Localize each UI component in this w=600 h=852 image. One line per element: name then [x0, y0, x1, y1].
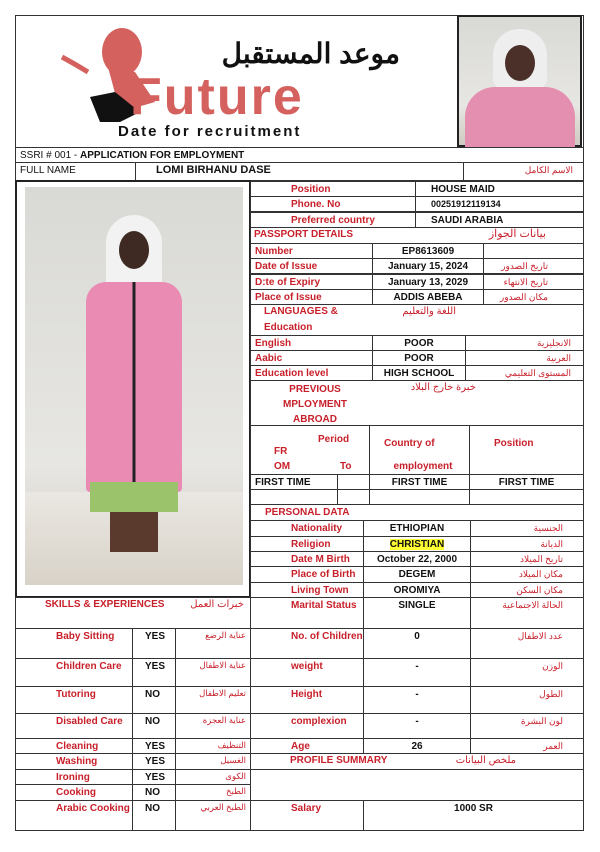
personal-arabic: لون البشرة: [470, 713, 584, 739]
passport-value: January 13, 2029: [372, 274, 484, 290]
skill-arabic: الكوى: [175, 769, 251, 785]
language-label: English: [250, 335, 373, 351]
personal-value: -: [363, 713, 471, 739]
profile-summary-box: [250, 769, 584, 801]
period-label: Period: [318, 434, 350, 445]
empty: [337, 489, 370, 505]
personal-arabic: عدد الاطفال: [470, 628, 584, 659]
personal-label: Place of Birth: [250, 566, 364, 583]
passport-title-arabic: بيانات الجواز: [488, 228, 546, 240]
skill-arabic: تعليم الاطفال: [175, 686, 251, 714]
personal-value: [363, 536, 471, 552]
job-value: SAUDI ARABIA: [415, 212, 584, 228]
language-arabic: الانجليزية: [465, 335, 584, 351]
profile-arabic: ملخص البيانات: [455, 755, 516, 766]
skill-label: Arabic Cooking: [15, 800, 133, 831]
language-value: POOR: [372, 335, 466, 351]
language-label: Education level: [250, 365, 373, 381]
personal-label: Age: [250, 738, 364, 754]
personal-value: ETHIOPIAN: [363, 520, 471, 537]
languages-arabic: اللغة والتعليم: [402, 306, 456, 317]
personal-arabic: مكان الميلاد: [470, 566, 584, 583]
period-om: OM: [274, 461, 291, 472]
skill-label: Tutoring: [15, 686, 133, 714]
personal-value: -: [363, 686, 471, 714]
job-label: Position: [250, 181, 416, 197]
skill-arabic: عناية العجزة: [175, 713, 251, 739]
personal-label: Religion: [250, 536, 364, 552]
personal-value: OROMIYA: [363, 582, 471, 598]
language-value: POOR: [372, 350, 466, 366]
full-body-photo-frame: [15, 180, 251, 598]
salary-value: 1000 SR: [363, 800, 584, 831]
personal-label: Height: [250, 686, 364, 714]
ssri-number: SSRI # 001 -: [20, 150, 81, 161]
language-label: Aabic: [250, 350, 373, 366]
skill-value: YES: [132, 769, 176, 785]
skill-value: NO: [132, 784, 176, 801]
personal-arabic: الطول: [470, 686, 584, 714]
job-label: Phone. No: [250, 196, 416, 212]
previous-from: FIRST TIME: [250, 474, 338, 490]
language-value: HIGH SCHOOL: [372, 365, 466, 381]
personal-label: Living Town: [250, 582, 364, 598]
skill-value: NO: [132, 686, 176, 714]
profile-title: PROFILE SUMMARY: [290, 755, 388, 766]
logo-arabic: موعد المستقبل: [221, 38, 400, 69]
personal-label: Nationality: [250, 520, 364, 537]
skills-arabic: خبرات العمل: [190, 599, 244, 610]
personal-label: Date M Birth: [250, 551, 364, 567]
personal-label: Marital Status: [250, 597, 364, 629]
job-value: 00251912119134: [415, 196, 584, 212]
previous-l3: ABROAD: [293, 414, 337, 425]
personal-value: 26: [363, 738, 471, 754]
skill-arabic: الغسيل: [175, 753, 251, 770]
full-name-label: FULL NAME: [15, 162, 136, 181]
period-to: To: [340, 461, 352, 472]
passport-arabic: مكان الصدور: [483, 289, 584, 305]
skill-value: YES: [132, 738, 176, 754]
personal-arabic: تاريخ الميلاد: [470, 551, 584, 567]
skill-value: YES: [132, 628, 176, 659]
passport-label: Date of Issue: [250, 258, 373, 274]
skill-value: YES: [132, 658, 176, 687]
logo-brand: Future: [130, 68, 304, 126]
application-header: [15, 147, 584, 163]
company-logo: [60, 22, 420, 142]
personal-value: October 22, 2000: [363, 551, 471, 567]
previous-to: [337, 474, 370, 490]
personal-label: No. of Children: [250, 628, 364, 659]
skill-arabic: الطبخ العربي: [175, 800, 251, 831]
job-label: Preferred country: [250, 212, 416, 228]
passport-value: ADDIS ABEBA: [372, 289, 484, 305]
country-label1: Country of: [384, 438, 435, 449]
full-name-arabic: الاسم الكامل: [463, 162, 584, 181]
language-arabic: العربية: [465, 350, 584, 366]
skill-label: Cleaning: [15, 738, 133, 754]
passport-value: EP8613609: [372, 243, 484, 259]
skill-label: Cooking: [15, 784, 133, 801]
position-label: Position: [494, 438, 534, 449]
skill-label: Baby Sitting: [15, 628, 133, 659]
passport-label: Place of Issue: [250, 289, 373, 305]
personal-title: PERSONAL DATA: [250, 504, 584, 521]
passport-arabic: [483, 243, 584, 259]
full-body-photo: [25, 187, 243, 585]
previous-country: FIRST TIME: [369, 474, 470, 490]
skill-arabic: عناية الرضع: [175, 628, 251, 659]
skill-label: Disabled Care: [15, 713, 133, 739]
personal-label: weight: [250, 658, 364, 687]
skills-title: SKILLS & EXPERIENCES: [45, 599, 165, 610]
skill-value: NO: [132, 800, 176, 831]
personal-arabic: الحالة الاجتماعية: [470, 597, 584, 629]
empty: [369, 489, 470, 505]
personal-label: complexion: [250, 713, 364, 739]
skill-label: Ironing: [15, 769, 133, 785]
salary-label: Salary: [250, 800, 364, 831]
personal-arabic: الوزن: [470, 658, 584, 687]
skill-value: NO: [132, 713, 176, 739]
languages-title: LANGUAGES &: [264, 306, 338, 317]
previous-arabic: خبرة خارج البلاد: [410, 382, 476, 393]
religion-highlight: CHRISTIAN: [389, 539, 445, 550]
language-arabic: المستوى التعليمي: [465, 365, 584, 381]
passport-value: January 15, 2024: [372, 258, 484, 274]
application-title: APPLICATION FOR EMPLOYMENT: [80, 150, 245, 161]
skill-arabic: الطبخ: [175, 784, 251, 801]
passport-arabic: تاريخ الصدور: [483, 258, 584, 274]
empty: [250, 489, 338, 505]
previous-position: FIRST TIME: [469, 474, 584, 490]
personal-arabic: العمر: [470, 738, 584, 754]
personal-value: 0: [363, 628, 471, 659]
languages-title2: Education: [264, 322, 313, 333]
logo-tagline: Date for recruitment: [118, 123, 302, 140]
period-fr: FR: [274, 446, 288, 457]
empty: [469, 489, 584, 505]
previous-l2: MPLOYMENT: [283, 399, 347, 410]
personal-arabic: الجنسية: [470, 520, 584, 537]
skill-label: Children Care: [15, 658, 133, 687]
passport-title: PASSPORT DETAILS: [254, 229, 354, 240]
country-label2: employment: [393, 461, 453, 472]
passport-arabic: تاريخ الانتهاء: [483, 274, 584, 290]
personal-value: DEGEM: [363, 566, 471, 583]
skill-value: YES: [132, 753, 176, 770]
skill-arabic: عناية الاطفال: [175, 658, 251, 687]
full-name-value: LOMI BIRHANU DASE: [135, 162, 464, 181]
skill-label: Washing: [15, 753, 133, 770]
personal-value: -: [363, 658, 471, 687]
personal-value: SINGLE: [363, 597, 471, 629]
skill-arabic: التنظيف: [175, 738, 251, 754]
passport-label: Number: [250, 243, 373, 259]
job-value: HOUSE MAID: [415, 181, 584, 197]
passport-label: D:te of Expiry: [250, 274, 373, 290]
previous-l1: PREVIOUS: [289, 384, 341, 395]
personal-arabic: الديانة: [470, 536, 584, 552]
passport-photo: [457, 15, 582, 147]
personal-arabic: مكان السكن: [470, 582, 584, 598]
